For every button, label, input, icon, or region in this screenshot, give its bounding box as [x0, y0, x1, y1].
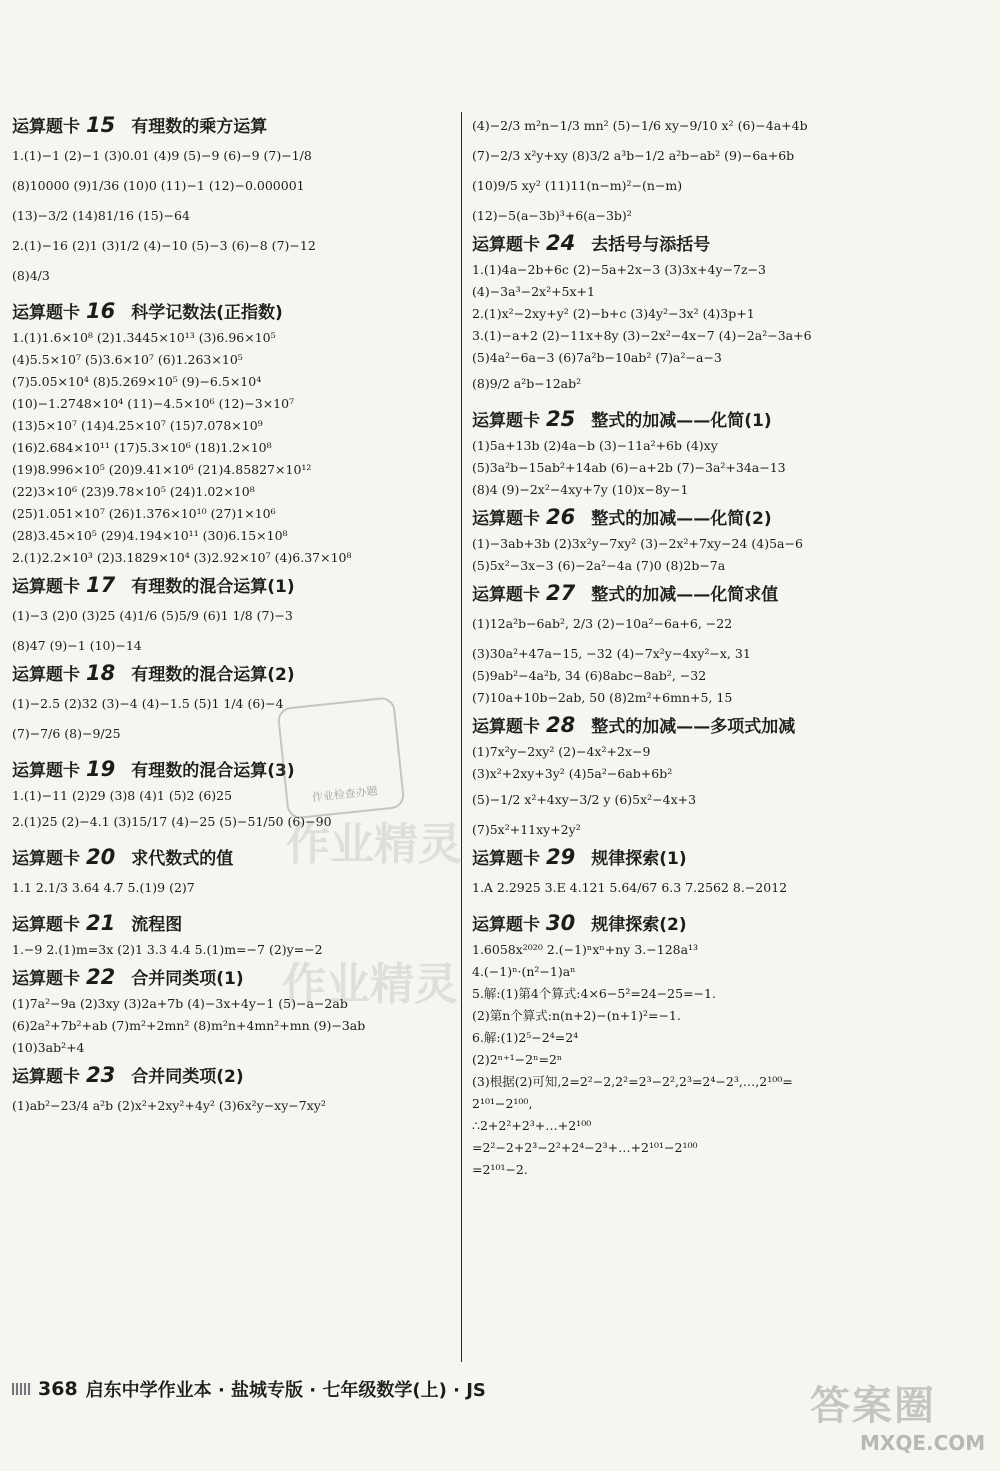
answer-line: (28)3.45×10⁵ (29)4.194×10¹¹ (30)6.15×10⁸: [12, 528, 288, 543]
answer-line: (8)10000 (9)1/36 (10)0 (11)−1 (12)−0.000001: [12, 178, 305, 193]
section-number: 19: [86, 757, 116, 781]
answer-line: 1.(1)−1 (2)−1 (3)0.01 (4)9 (5)−9 (6)−9 (7)−1/8: [12, 148, 312, 163]
book-title: 启东中学作业本 · 盐城专版 · 七年级数学(上) · JS: [85, 1380, 486, 1401]
answer-section: [472, 580, 984, 706]
answer-section: [472, 406, 984, 498]
stamp-watermark: [276, 696, 405, 820]
section-number: 26: [546, 505, 576, 529]
answer-line: (1)7a²−9a (2)3xy (3)2a+7b (4)−3x+4y−1 (5)−a−2ab: [12, 996, 348, 1011]
column-divider: [461, 112, 462, 1362]
answer-line: 2¹⁰¹−2¹⁰⁰,: [472, 1096, 533, 1111]
section-title: [12, 572, 452, 598]
answer-line: (10)−1.2748×10⁴ (11)−4.5×10⁶ (12)−3×10⁷: [12, 396, 295, 411]
answer-line: (4)−3a³−2x²+5x+1: [472, 284, 595, 299]
section-label: 运算题卡: [472, 411, 540, 431]
answer-line: (5)3a²b−15ab²+14ab (6)−a+2b (7)−3a²+34a−13: [472, 460, 786, 475]
answer-line: (5)4a²−6a−3 (6)7a²b−10ab² (7)a²−a−3: [472, 350, 722, 365]
answer-line: (3)30a²+47a−15, −32 (4)−7x²y−4xy²−x, 31: [472, 646, 751, 661]
section-label: 运算题卡: [12, 761, 80, 781]
answer-line: (13)5×10⁷ (14)4.25×10⁷ (15)7.078×10⁹: [12, 418, 263, 433]
section-title: [472, 712, 984, 738]
section-number: 22: [86, 965, 116, 989]
answer-line: (22)3×10⁶ (23)9.78×10⁵ (24)1.02×10⁸: [12, 484, 255, 499]
section-topic: 合并同类项(1): [131, 969, 244, 989]
answer-line: (12)−5(a−3b)³+6(a−3b)²: [472, 208, 632, 223]
answer-line: 1.6058x²⁰²⁰ 2.(−1)ⁿxⁿ+ny 3.−128a¹³: [472, 942, 699, 957]
answer-line: ∴2+2²+2³+…+2¹⁰⁰: [472, 1118, 592, 1133]
section-number: 21: [86, 911, 116, 935]
section-title: [12, 964, 452, 990]
section-number: 25: [546, 407, 576, 431]
section-number: 29: [546, 845, 576, 869]
answer-line: (1)−3ab+3b (2)3x²y−7xy² (3)−2x²+7xy−24 (4)5a−6: [472, 536, 803, 551]
answer-line: (8)4/3: [12, 268, 50, 283]
section-topic: 有理数的混合运算(3): [131, 761, 295, 781]
site-logo: [810, 1374, 988, 1464]
answer-section: [12, 964, 452, 1056]
section-title: [12, 1062, 452, 1088]
section-topic: 流程图: [131, 915, 183, 935]
answer-line: (8)9/2 a²b−12ab²: [472, 376, 582, 391]
answer-line: (4)5.5×10⁷ (5)3.6×10⁷ (6)1.263×10⁵: [12, 352, 243, 367]
section-topic: 科学记数法(正指数): [131, 303, 283, 323]
left-column: [12, 108, 452, 1128]
answer-line: (5)−1/2 x²+4xy−3/2 y (6)5x²−4x+3: [472, 792, 697, 807]
section-number: 20: [86, 845, 116, 869]
section-label: 运算题卡: [12, 1067, 80, 1087]
section-label: 运算题卡: [12, 303, 80, 323]
answer-line: (1)ab²−23/4 a²b (2)x²+2xy²+4y² (3)6x²y−xy−7xy²: [12, 1098, 326, 1113]
answer-line: (7)5.05×10⁴ (8)5.269×10⁵ (9)−6.5×10⁴: [12, 374, 262, 389]
section-title: [472, 910, 984, 936]
section-topic: 整式的加减——化简(2): [591, 509, 772, 529]
section-title: [472, 844, 984, 870]
section-number: 16: [86, 299, 116, 323]
answer-line: (2)2ⁿ⁺¹−2ⁿ=2ⁿ: [472, 1052, 563, 1067]
section-label: 运算题卡: [472, 585, 540, 605]
footer-bar-icon: [12, 1383, 32, 1395]
answer-line: (1)−3 (2)0 (3)25 (4)1/6 (5)5/9 (6)1 1/8 (7)−3: [12, 608, 293, 623]
section-number: 27: [546, 581, 576, 605]
page-footer: [12, 1374, 486, 1404]
answer-line: (6)2a²+7b²+ab (7)m²+2mn² (8)m²n+4mn²+mn (9)−3ab: [12, 1018, 366, 1033]
answer-line: (16)2.684×10¹¹ (17)5.3×10⁶ (18)1.2×10⁸: [12, 440, 272, 455]
answer-line: (25)1.051×10⁷ (26)1.376×10¹⁰ (27)1×10⁶: [12, 506, 276, 521]
answer-section: [472, 844, 984, 896]
section-topic: 有理数的混合运算(2): [131, 665, 295, 685]
section-label: 运算题卡: [472, 717, 540, 737]
answer-line: (1)7x²y−2xy² (2)−4x²+2x−9: [472, 744, 651, 759]
answer-line: (7)−7/6 (8)−9/25: [12, 726, 121, 741]
section-title: [12, 910, 452, 936]
answer-section: [472, 230, 984, 392]
answer-line: 2.(1)2.2×10³ (2)3.1829×10⁴ (3)2.92×10⁷ (4)6.37×10⁸: [12, 550, 352, 565]
answer-section: [12, 1062, 452, 1114]
section-number: 24: [546, 231, 576, 255]
section-topic: 整式的加减——化简求值: [591, 585, 779, 605]
section-title: [472, 580, 984, 606]
section-title: [472, 406, 984, 432]
section-label: 运算题卡: [12, 117, 80, 137]
answer-line: 6.解:(1)2⁵−2⁴=2⁴: [472, 1030, 579, 1045]
section-label: 运算题卡: [12, 969, 80, 989]
section-topic: 整式的加减——化简(1): [591, 411, 772, 431]
section-topic: 整式的加减——多项式加减: [591, 717, 796, 737]
answer-line: =2¹⁰¹−2.: [472, 1162, 528, 1177]
section-title: [12, 298, 452, 324]
answer-line: (2)第n个算式:n(n+2)−(n+1)²=−1.: [472, 1008, 681, 1023]
answer-line: 2.(1)−16 (2)1 (3)1/2 (4)−10 (5)−3 (6)−8 (7)−12: [12, 238, 316, 253]
section-topic: 合并同类项(2): [131, 1067, 244, 1087]
answer-section: [12, 910, 452, 958]
answer-line: 1.−9 2.(1)m=3x (2)1 3.3 4.4 5.(1)m=−7 (2)y=−2: [12, 942, 323, 957]
answer-line: 2.(1)x²−2xy+y² (2)−b+c (3)4y²−3x² (4)3p+1: [472, 306, 755, 321]
section-label: 运算题卡: [472, 235, 540, 255]
section-number: 18: [86, 661, 116, 685]
stamp-text: 作业检查办题: [311, 784, 379, 805]
section-number: 23: [86, 1063, 116, 1087]
answer-line: (3)根据(2)可知,2=2²−2,2²=2³−2²,2³=2⁴−2³,…,2¹⁰⁰=: [472, 1074, 793, 1089]
section-number: 30: [546, 911, 576, 935]
section-number: 15: [86, 113, 116, 137]
answer-line: (5)9ab²−4a²b, 34 (6)8abc−8ab², −32: [472, 668, 707, 683]
answer-line: (1)5a+13b (2)4a−b (3)−11a²+6b (4)xy: [472, 438, 718, 453]
section-title: [472, 504, 984, 530]
answer-line: 5.解:(1)第4个算式:4×6−5²=24−25=−1.: [472, 986, 716, 1001]
right-column: [472, 108, 984, 1184]
section-label: 运算题卡: [472, 509, 540, 529]
section-title: [12, 844, 452, 870]
section-title: [472, 230, 984, 256]
section-label: 运算题卡: [12, 849, 80, 869]
logo-text-cn: 答案圈: [810, 1383, 936, 1429]
section-label: 运算题卡: [12, 577, 80, 597]
section-label: 运算题卡: [12, 665, 80, 685]
section-topic: 规律探索(2): [591, 915, 687, 935]
page-number: 368: [38, 1378, 78, 1400]
watermark-text-1: 作业精灵: [286, 819, 462, 870]
section-label: 运算题卡: [12, 915, 80, 935]
section-topic: 去括号与添括号: [591, 235, 711, 255]
answer-line: (4)−2/3 m²n−1/3 mn² (5)−1/6 xy−9/10 x² (6)−4a+4b: [472, 118, 808, 133]
answer-section: [472, 504, 984, 574]
answer-line: 1.(1)4a−2b+6c (2)−5a+2x−3 (3)3x+4y−7z−3: [472, 262, 766, 277]
answer-section: [12, 844, 452, 896]
answer-line: (3)x²+2xy+3y² (4)5a²−6ab+6b²: [472, 766, 673, 781]
answer-line: (8)4 (9)−2x²−4xy+7y (10)x−8y−1: [472, 482, 689, 497]
section-label: 运算题卡: [472, 915, 540, 935]
section-label: 运算题卡: [472, 849, 540, 869]
section-topic: 有理数的混合运算(1): [131, 577, 295, 597]
answer-line: 2.(1)25 (2)−4.1 (3)15/17 (4)−25 (5)−51/50 (6)−90: [12, 814, 332, 829]
answer-line: 3.(1)−a+2 (2)−11x+8y (3)−2x²−4x−7 (4)−2a²−3a+6: [472, 328, 812, 343]
answer-line: (19)8.996×10⁵ (20)9.41×10⁶ (21)4.85827×10¹²: [12, 462, 312, 477]
answer-line: (7)10a+10b−2ab, 50 (8)2m²+6mn+5, 15: [472, 690, 733, 705]
answer-line: 1.1 2.1/3 3.64 4.7 5.(1)9 (2)7: [12, 880, 195, 895]
section-number: 28: [546, 713, 576, 737]
answer-line: (1)12a²b−6ab², 2/3 (2)−10a²−6a+6, −22: [472, 616, 733, 631]
answer-line: =2²−2+2³−2²+2⁴−2³+…+2¹⁰¹−2¹⁰⁰: [472, 1140, 698, 1155]
answer-section: [472, 712, 984, 838]
answer-section: [12, 298, 452, 566]
answer-line: (8)47 (9)−1 (10)−14: [12, 638, 142, 653]
answer-line: (5)5x²−3x−3 (6)−2a²−4a (7)0 (8)2b−7a: [472, 558, 726, 573]
answer-line: 1.A 2.2925 3.E 4.121 5.64/67 6.3 7.2562 8.−2012: [472, 880, 788, 895]
answer-section: [472, 910, 984, 1178]
logo-text-en: MXQE.COM: [860, 1431, 986, 1455]
answer-line: (13)−3/2 (14)81/16 (15)−64: [12, 208, 190, 223]
answer-line: (7)5x²+11xy+2y²: [472, 822, 581, 837]
answer-line: (10)3ab²+4: [12, 1040, 85, 1055]
answer-section: [12, 572, 452, 654]
section-number: 17: [86, 573, 116, 597]
answer-line: (10)9/5 xy² (11)11(n−m)²−(n−m): [472, 178, 683, 193]
section-topic: 有理数的乘方运算: [131, 117, 268, 137]
answer-section: [472, 118, 984, 224]
watermark-text-2: 作业精灵: [282, 959, 458, 1010]
answer-line: 1.(1)1.6×10⁸ (2)1.3445×10¹³ (3)6.96×10⁵: [12, 330, 276, 345]
answer-line: 4.(−1)ⁿ·(n²−1)aⁿ: [472, 964, 576, 979]
section-title: [12, 660, 452, 686]
section-title: [12, 112, 452, 138]
section-topic: 求代数式的值: [131, 849, 234, 869]
answer-line: (7)−2/3 x²y+xy (8)3/2 a³b−1/2 a²b−ab² (9)−6a+6b: [472, 148, 795, 163]
section-topic: 规律探索(1): [591, 849, 687, 869]
answer-line: 1.(1)−11 (2)29 (3)8 (4)1 (5)2 (6)25: [12, 788, 233, 803]
answer-line: (1)−2.5 (2)32 (3)−4 (4)−1.5 (5)1 1/4 (6)−4: [12, 696, 284, 711]
answer-section: [12, 112, 452, 284]
